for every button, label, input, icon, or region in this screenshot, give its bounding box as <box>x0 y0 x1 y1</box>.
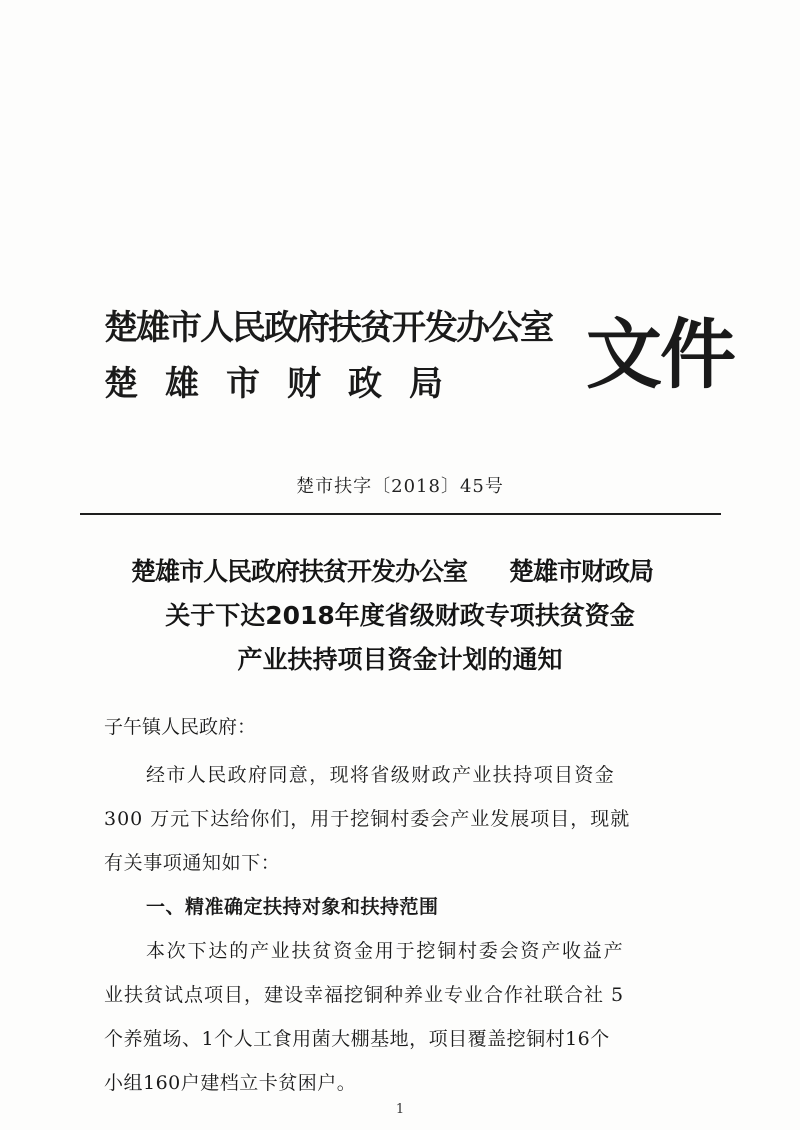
paragraph-1-line-2: 300 万元下达给你们，用于挖铜村委会产业发展项目，现就 <box>104 808 631 830</box>
header-divider <box>80 513 721 515</box>
document-number: 楚市扶字〔2018〕45号 <box>296 476 504 497</box>
issuer-name-1: 楚雄市人民政府扶贫开发办公室 <box>104 308 552 348</box>
paragraph-2-line-3: 个养殖场、1个人工食用菌大棚基地，项目覆盖挖铜村16个 <box>104 1028 610 1050</box>
paragraph-1-line-3: 有关事项通知如下： <box>104 852 281 874</box>
paragraph-2-line-2: 业扶贫试点项目，建设幸福挖铜种养业专业合作社联合社 5 <box>104 984 625 1006</box>
file-label: 文件 <box>586 310 734 399</box>
paragraph-2-line-1: 本次下达的产业扶贫资金用于挖铜村委会资产收益产 <box>146 940 625 962</box>
letterhead <box>104 294 734 424</box>
issuer-name-2: 楚雄市财政局 <box>104 364 470 404</box>
title-line-2: 关于下达2018年度省级财政专项扶贫资金 <box>165 601 635 630</box>
title-issuer-2: 楚雄市财政局 <box>509 557 654 586</box>
paragraph-2-line-4: 小组160户建档立卡贫困户。 <box>104 1072 357 1094</box>
title-line-3: 产业扶持项目资金计划的通知 <box>237 645 563 674</box>
title-line-1 <box>0 552 792 588</box>
title-issuer-1: 楚雄市人民政府扶贫开发办公室 <box>130 557 467 586</box>
page-number: 1 <box>395 1102 405 1117</box>
section-heading-1: 一、精准确定扶持对象和扶持范围 <box>146 896 439 918</box>
salutation: 子午镇人民政府： <box>104 716 257 738</box>
paragraph-1-line-1: 经市人民政府同意，现将省级财政产业扶持项目资金 <box>146 764 616 786</box>
